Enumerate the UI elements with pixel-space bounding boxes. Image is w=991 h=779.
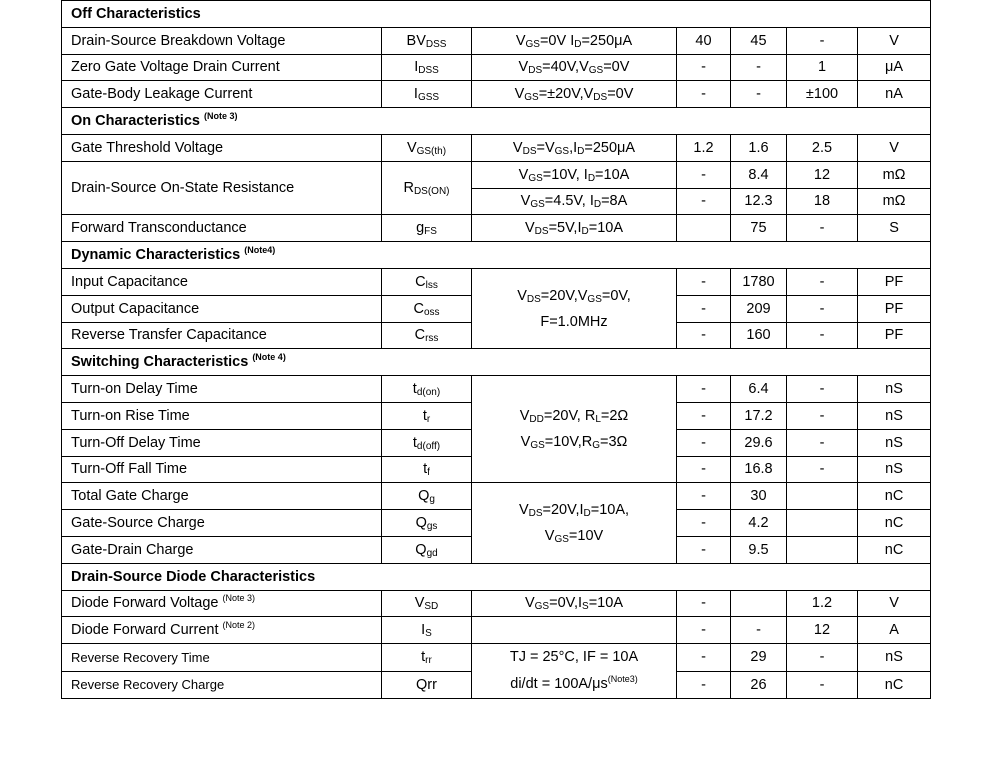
typ-value: 6.4 (731, 376, 787, 403)
symbol: $t_{d(on)}$ (382, 376, 472, 403)
min-value: - (677, 402, 731, 429)
table-row (62, 81, 931, 108)
table-row (62, 644, 931, 672)
test-condition (472, 617, 677, 644)
symbol: Qrr (382, 671, 472, 699)
max-value: 1.2 (787, 590, 858, 617)
section-title: Dynamic Characteristics (71, 247, 241, 264)
typ-value: - (731, 54, 787, 81)
unit: PF (858, 268, 931, 295)
unit: A (858, 617, 931, 644)
typ-value: 8.4 (731, 161, 787, 188)
parameter-name: Gate Threshold Voltage (62, 134, 382, 161)
parameter-name: Drain-Source Breakdown Voltage (62, 27, 382, 54)
min-value: - (677, 617, 731, 644)
min-value: - (677, 376, 731, 403)
symbol: $Q_{gd}$ (382, 536, 472, 563)
min-value: 1.2 (677, 134, 731, 161)
symbol: $t_f$ (382, 456, 472, 483)
min-value: - (677, 671, 731, 699)
section-title-cell (62, 349, 931, 376)
parameter-name-cell (62, 617, 382, 644)
symbol: $I_S$ (382, 617, 472, 644)
parameter-name: Diode Forward Current (71, 622, 219, 639)
unit: nA (858, 81, 931, 108)
table-row (62, 161, 931, 188)
section-title-cell (62, 242, 931, 269)
test-condition: $V_{DS}=20V,V_{GS}=0V$, F=1.0MHz (472, 268, 677, 348)
parameter-note: (Note 3) (222, 593, 256, 604)
section-note: (Note4) (244, 245, 276, 256)
unit: nS (858, 429, 931, 456)
max-value: - (787, 402, 858, 429)
test-condition: $V_{DD}=20V$, $R_L=2\Omega$ $V_{GS}=10V,R_G=3\Omega$ (472, 376, 677, 483)
table-row (62, 376, 931, 403)
max-value: - (787, 429, 858, 456)
parameter-name: Total Gate Charge (62, 483, 382, 510)
min-value: - (677, 295, 731, 322)
table-row (62, 54, 931, 81)
typ-value: 17.2 (731, 402, 787, 429)
typ-value: 1780 (731, 268, 787, 295)
typ-value: - (731, 81, 787, 108)
max-value: 1 (787, 54, 858, 81)
symbol: $t_{rr}$ (382, 644, 472, 672)
typ-value: 29.6 (731, 429, 787, 456)
test-condition: $V_{DS}=20V,I_D=10A$, $V_{GS}=10V$ (472, 483, 677, 563)
max-value: - (787, 376, 858, 403)
max-value: ±100 (787, 81, 858, 108)
unit: nS (858, 456, 931, 483)
unit: nC (858, 483, 931, 510)
parameter-name: Gate-Body Leakage Current (62, 81, 382, 108)
max-value: - (787, 322, 858, 349)
symbol: $g_{FS}$ (382, 215, 472, 242)
max-value: 12 (787, 617, 858, 644)
test-condition: $V_{GS}=0V$ $I_D=250\mu A$ (472, 27, 677, 54)
section-row (62, 108, 931, 135)
typ-value: 16.8 (731, 456, 787, 483)
typ-value: 1.6 (731, 134, 787, 161)
parameter-name: Drain-Source On-State Resistance (62, 161, 382, 215)
typ-value: 209 (731, 295, 787, 322)
typ-value: 4.2 (731, 510, 787, 537)
parameter-name: Reverse Recovery Charge (62, 671, 382, 699)
parameter-name: Input Capacitance (62, 268, 382, 295)
unit: S (858, 215, 931, 242)
unit: nC (858, 671, 931, 699)
symbol: $I_{GSS}$ (382, 81, 472, 108)
parameter-name: Output Capacitance (62, 295, 382, 322)
unit: mΩ (858, 188, 931, 215)
table-row (62, 483, 931, 510)
test-condition: $V_{DS}=40V,V_{GS}=0V$ (472, 54, 677, 81)
symbol: $I_{DSS}$ (382, 54, 472, 81)
min-value: - (677, 536, 731, 563)
typ-value: 9.5 (731, 536, 787, 563)
min-value: - (677, 268, 731, 295)
symbol: $C_{oss}$ (382, 295, 472, 322)
symbol: $C_{lss}$ (382, 268, 472, 295)
typ-value: 29 (731, 644, 787, 672)
parameter-name: Turn-Off Delay Time (62, 429, 382, 456)
min-value: - (677, 54, 731, 81)
table-row (62, 134, 931, 161)
test-condition: $V_{GS}=0V,I_S=10A$ (472, 590, 677, 617)
min-value: - (677, 644, 731, 672)
symbol: $t_{d(off)}$ (382, 429, 472, 456)
min-value: - (677, 510, 731, 537)
parameter-name: Turn-on Delay Time (62, 376, 382, 403)
electrical-characteristics-table (61, 0, 931, 699)
unit: PF (858, 295, 931, 322)
section-row (62, 242, 931, 269)
typ-value: - (731, 617, 787, 644)
section-row (62, 349, 931, 376)
parameter-name: Reverse Transfer Capacitance (62, 322, 382, 349)
min-value: - (677, 81, 731, 108)
min-value: - (677, 456, 731, 483)
section-title: Drain-Source Diode Characteristics (62, 563, 931, 590)
table-row (62, 590, 931, 617)
section-row (62, 1, 931, 28)
parameter-name: Turn-Off Fall Time (62, 456, 382, 483)
symbol: $Q_{gs}$ (382, 510, 472, 537)
max-value: - (787, 295, 858, 322)
max-value: - (787, 215, 858, 242)
test-condition: $V_{DS}=5V,I_D=10A$ (472, 215, 677, 242)
section-note: (Note 4) (252, 352, 286, 363)
typ-value: 160 (731, 322, 787, 349)
test-condition: TJ = 25°C, IF = 10A $di/dt = 100A/\mu s^{(Note3)}$ (472, 644, 677, 699)
table-row (62, 617, 931, 644)
max-value (787, 483, 858, 510)
section-title: On Characteristics (71, 113, 200, 130)
section-title: Switching Characteristics (71, 354, 249, 371)
parameter-name: Gate-Drain Charge (62, 536, 382, 563)
typ-value: 26 (731, 671, 787, 699)
min-value: - (677, 590, 731, 617)
parameter-name: Diode Forward Voltage (71, 595, 219, 612)
unit: μA (858, 54, 931, 81)
symbol: $t_r$ (382, 402, 472, 429)
min-value (677, 215, 731, 242)
typ-value (731, 590, 787, 617)
typ-value: 30 (731, 483, 787, 510)
unit: V (858, 590, 931, 617)
min-value: - (677, 322, 731, 349)
table-row (62, 215, 931, 242)
parameter-name-cell (62, 590, 382, 617)
unit: nS (858, 376, 931, 403)
symbol: $BV_{DSS}$ (382, 27, 472, 54)
section-title: Off Characteristics (62, 1, 931, 28)
min-value: - (677, 188, 731, 215)
section-row (62, 563, 931, 590)
parameter-name: Reverse Recovery Time (62, 644, 382, 672)
parameter-name: Zero Gate Voltage Drain Current (62, 54, 382, 81)
test-condition: $V_{GS}=4.5V$, $I_D=8A$ (472, 188, 677, 215)
typ-value: 75 (731, 215, 787, 242)
unit: nS (858, 644, 931, 672)
max-value: - (787, 671, 858, 699)
unit: nS (858, 402, 931, 429)
symbol: $V_{SD}$ (382, 590, 472, 617)
min-value: 40 (677, 27, 731, 54)
max-value: - (787, 456, 858, 483)
parameter-note: (Note 2) (222, 620, 256, 631)
max-value: - (787, 27, 858, 54)
typ-value: 45 (731, 27, 787, 54)
parameter-name: Gate-Source Charge (62, 510, 382, 537)
unit: V (858, 134, 931, 161)
max-value: - (787, 644, 858, 672)
unit: nC (858, 536, 931, 563)
test-condition: $V_{GS}=10V$, $I_D=10A$ (472, 161, 677, 188)
max-value: 18 (787, 188, 858, 215)
parameter-name: Forward Transconductance (62, 215, 382, 242)
typ-value: 12.3 (731, 188, 787, 215)
unit: mΩ (858, 161, 931, 188)
section-note: (Note 3) (203, 111, 238, 122)
symbol: $V_{GS(th)}$ (382, 134, 472, 161)
unit: V (858, 27, 931, 54)
unit: PF (858, 322, 931, 349)
min-value: - (677, 161, 731, 188)
test-condition: $V_{GS}=\pm 20V,V_{DS}=0V$ (472, 81, 677, 108)
test-condition: $V_{DS}=V_{GS},I_D=250\mu A$ (472, 134, 677, 161)
max-value: 12 (787, 161, 858, 188)
symbol: $R_{DS(ON)}$ (382, 161, 472, 215)
table-row (62, 27, 931, 54)
max-value: - (787, 268, 858, 295)
parameter-name: Turn-on Rise Time (62, 402, 382, 429)
min-value: - (677, 429, 731, 456)
max-value (787, 510, 858, 537)
min-value: - (677, 483, 731, 510)
max-value: 2.5 (787, 134, 858, 161)
section-title-cell (62, 108, 931, 135)
unit: nC (858, 510, 931, 537)
table-row (62, 268, 931, 295)
symbol: $Q_g$ (382, 483, 472, 510)
max-value (787, 536, 858, 563)
symbol: $C_{rss}$ (382, 322, 472, 349)
